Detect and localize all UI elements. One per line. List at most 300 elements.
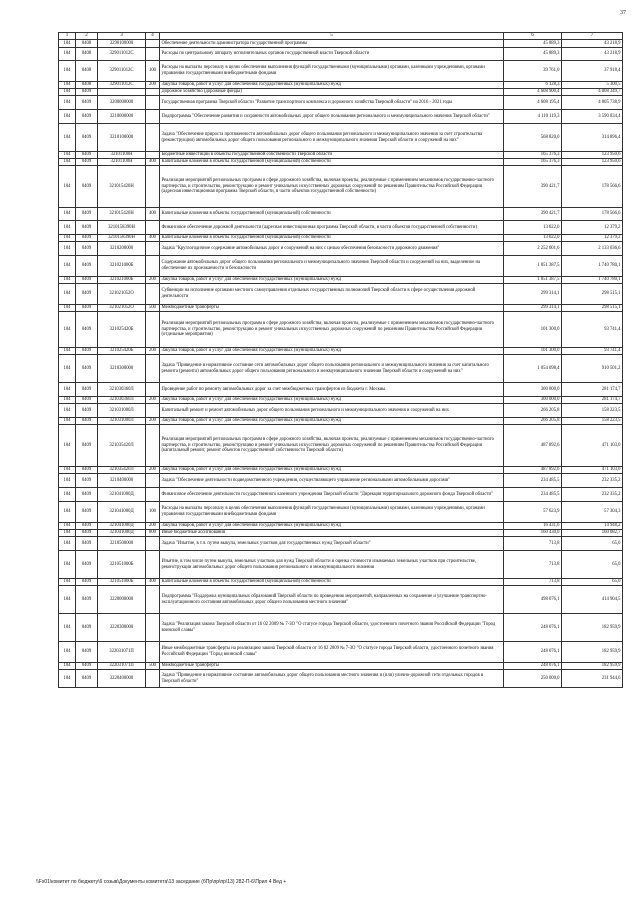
table-row <box>59 586 623 614</box>
table-row <box>59 397 623 404</box>
section-code-cell: 0409 <box>76 305 98 312</box>
section-code-cell: 0409 <box>76 474 98 488</box>
section-code-cell: 0409 <box>76 530 98 537</box>
section-code-cell: 0409 <box>76 551 98 579</box>
expense-type-cell <box>146 425 160 467</box>
planned-amount-cell: 160 430,0 <box>504 530 562 537</box>
section-code-cell: 0409 <box>76 663 98 670</box>
executed-amount-cell: 12 379,2 <box>562 221 623 235</box>
executed-amount-cell: 471 103,0 <box>562 467 623 474</box>
planned-amount-cell: 165 376,3 <box>504 152 562 159</box>
section-code-cell: 0409 <box>76 502 98 523</box>
target-article-cell: 322031071П <box>98 642 146 663</box>
executed-amount-cell: 4 008 349,7 <box>562 89 623 96</box>
section-code-cell: 0409 <box>76 159 98 166</box>
table-row <box>59 96 623 110</box>
expense-type-cell: 200 <box>146 397 160 404</box>
table-row <box>59 488 623 502</box>
description-cell: Задача "Изъятие, в т.ч. путем выкупа, земельных участков для государственных нужд Тверской области" <box>160 537 504 551</box>
planned-amount-cell: 299 314,1 <box>504 305 562 312</box>
ministry-code-cell: 104 <box>59 82 76 89</box>
planned-amount-cell: 487 892,6 <box>504 467 562 474</box>
description-cell: Задача "Обеспечение деятельности подведомственного учреждения, осуществляющего управление региональными автомобильными дорогами" <box>160 474 504 488</box>
target-article-cell: 321021000Б <box>98 277 146 284</box>
table-row <box>59 355 623 383</box>
ministry-code-cell: 104 <box>59 221 76 235</box>
ministry-code-cell: 104 <box>59 579 76 586</box>
table-row <box>59 152 623 159</box>
section-code-cell: 0409 <box>76 488 98 502</box>
target-article-cell: 3220400000 <box>98 670 146 688</box>
description-cell: Реализация мероприятий региональных программ в сфере дорожного хозяйства, включая проекты, реализуемые с применением механизмов государственно-частного партнерства, и строительство, реконструкцию и ремонт уникальных искусственных дорожных сооружений по решениям Правительства Российской Федерации (отдельные мероприятия) <box>160 312 504 348</box>
planned-amount-cell: 266 205,8 <box>504 404 562 418</box>
expense-type-cell <box>146 40 160 48</box>
ministry-code-cell: 104 <box>59 404 76 418</box>
expense-type-cell: 100 <box>146 502 160 523</box>
target-article-cell: 321021052О <box>98 284 146 305</box>
target-article-cell: 321051000Б <box>98 579 146 586</box>
column-number-header: 5 <box>160 33 504 40</box>
budget-table <box>58 32 623 688</box>
section-code-cell: 0409 <box>76 110 98 124</box>
description-cell: Иные бюджетные ассигнования <box>160 530 504 537</box>
ministry-code-cell: 104 <box>59 256 76 277</box>
table-row <box>59 642 623 663</box>
table-row <box>59 305 623 312</box>
description-cell: Капитальный ремонт и ремонт автомобильных дорог общего пользования регионального и межмуниципального значения и сооружений на них <box>160 404 504 418</box>
description-cell: Капитальные вложения в объекты государственной (муниципальной) собственности <box>160 159 504 166</box>
target-article-cell: 32101100Н <box>98 152 146 159</box>
planned-amount-cell: 1 851 387,5 <box>504 277 562 284</box>
executed-amount-cell: 182 959,9 <box>562 642 623 663</box>
description-cell: Финансовое обеспечение дорожной деятельности (адресная инвестиционная программа Тверской области, в части объектов государственной собственности) <box>160 221 504 235</box>
expense-type-cell <box>146 586 160 614</box>
table-row <box>59 277 623 284</box>
target-article-cell: 321041000Д <box>98 530 146 537</box>
table-row <box>59 404 623 418</box>
expense-type-cell: 400 <box>146 235 160 242</box>
planned-amount-cell: 13 022,0 <box>504 221 562 235</box>
planned-amount-cell: 165 376,3 <box>504 159 562 166</box>
planned-amount-cell: 248 076,1 <box>504 642 562 663</box>
section-code-cell: 0409 <box>76 586 98 614</box>
target-article-cell: 3210300000 <box>98 355 146 383</box>
executed-amount-cell: 43 218,9 <box>562 40 623 48</box>
planned-amount-cell: 45 889,3 <box>504 48 562 61</box>
expense-type-cell <box>146 256 160 277</box>
ministry-code-cell: 104 <box>59 474 76 488</box>
planned-amount-cell: 390 421,7 <box>504 166 562 208</box>
table-row <box>59 474 623 488</box>
planned-amount-cell: 4 608 195,4 <box>504 96 562 110</box>
column-number-header: 3 <box>98 33 146 40</box>
expense-type-cell <box>146 537 160 551</box>
target-article-cell: 321035420Л <box>98 425 146 467</box>
planned-amount-cell: 568 820,0 <box>504 124 562 152</box>
expense-type-cell: 800 <box>146 530 160 537</box>
ministry-code-cell: 104 <box>59 110 76 124</box>
planned-amount-cell: 498 076,1 <box>504 586 562 614</box>
target-article-cell: 321015420Н <box>98 166 146 208</box>
section-code-cell: 0409 <box>76 312 98 348</box>
planned-amount-cell: 487 892,6 <box>504 425 562 467</box>
ministry-code-cell: 104 <box>59 48 76 61</box>
executed-amount-cell: 314 896,4 <box>562 124 623 152</box>
executed-amount-cell: 160 082,7 <box>562 530 623 537</box>
expense-type-cell: 200 <box>146 277 160 284</box>
table-row <box>59 579 623 586</box>
ministry-code-cell: 104 <box>59 397 76 404</box>
target-article-cell: 329011012С <box>98 82 146 89</box>
ministry-code-cell: 104 <box>59 284 76 305</box>
ministry-code-cell: 104 <box>59 355 76 383</box>
expense-type-cell <box>146 110 160 124</box>
description-cell: Капитальные вложения в объекты государственной (муниципальной) собственности <box>160 235 504 242</box>
planned-amount-cell: 2 252 001,6 <box>504 242 562 256</box>
executed-amount-cell: 910 501,2 <box>562 355 623 383</box>
section-code-cell: 0408 <box>76 40 98 48</box>
planned-amount-cell: 45 889,3 <box>504 40 562 48</box>
section-code-cell: 0409 <box>76 642 98 663</box>
executed-amount-cell: 1 740 780,1 <box>562 256 623 277</box>
ministry-code-cell: 104 <box>59 425 76 467</box>
ministry-code-cell: 104 <box>59 663 76 670</box>
ministry-code-cell: 104 <box>59 159 76 166</box>
ministry-code-cell: 104 <box>59 124 76 152</box>
executed-amount-cell: 281 174,7 <box>562 397 623 404</box>
executed-amount-cell: 158 223,5 <box>562 404 623 418</box>
executed-amount-cell: 4 005 738,9 <box>562 96 623 110</box>
executed-amount-cell: 93 741,4 <box>562 348 623 355</box>
planned-amount-cell: 39 761,0 <box>504 61 562 82</box>
executed-amount-cell: 232 335,2 <box>562 474 623 488</box>
executed-amount-cell: 182 959,9 <box>562 663 623 670</box>
description-cell: Реализация мероприятий региональных программ в сфере дорожного хозяйства, включая проекты, реализуемые с применением механизмов государственно-частного партнерства, и строительство, реконструкцию и ремонт уникальных искусственных дорожных сооружений по решениям Правительства Российской Федерации (адресная инвестиционная программа Тверской области, в части объектов государственной собственности) <box>160 166 504 208</box>
description-cell: Содержание автомобильных дорог общего пользования регионального и межмуниципального значения Тверской области и сооружений на них, выделенное на обеспечение их проезжаемости и безопасности <box>160 256 504 277</box>
description-cell: Подпрограмма "Обеспечение развития и сохранности автомобильных дорог общего пользования регионального и межмуниципального значения Тверской области" <box>160 110 504 124</box>
expense-type-cell <box>146 642 160 663</box>
executed-amount-cell: 65,0 <box>562 579 623 586</box>
table-row <box>59 312 623 348</box>
planned-amount-cell: 6 128,3 <box>504 82 562 89</box>
expense-type-cell <box>146 166 160 208</box>
description-cell: Межбюджетные трансферты <box>160 663 504 670</box>
description-cell: Изъятие, в том числе путем выкупа, земельных участков для нужд Тверской области и оценка стоимости изымаемых земельных участков при строительстве, реконструкции автомобильных дорог общего пользования регионального и межмуниципального значения <box>160 551 504 579</box>
planned-amount-cell: 713,8 <box>504 551 562 579</box>
target-article-cell: 3210200000 <box>98 242 146 256</box>
description-cell: Реализация мероприятий региональных программ в сфере дорожного хозяйства, включая проекты, реализуемые с применением механизмов государственно-частного партнерства, и строительство, реконструкцию и ремонт уникальных искусственных дорожных сооружений по решениям Правительства Российской Федерации (капитальный ремонт, ремонт объектов государственной собственности Тверской области) <box>160 425 504 467</box>
table-header-row <box>59 33 623 40</box>
description-cell: Задача "Реализация закона Тверской области от 16 02 2009 № 7-ЗО "О статусе города Тверской области, удостоенного почетного звания Российской Федерации "Город воинской славы" <box>160 614 504 642</box>
section-code-cell: 0409 <box>76 152 98 159</box>
target-article-cell: 3210000000 <box>98 110 146 124</box>
planned-amount-cell: 1 851 387,5 <box>504 256 562 277</box>
executed-amount-cell: 65,0 <box>562 537 623 551</box>
section-code-cell: 0409 <box>76 208 98 221</box>
table-row <box>59 467 623 474</box>
section-code-cell: 0408 <box>76 48 98 61</box>
table-row <box>59 523 623 530</box>
target-article-cell: 321015420Н <box>98 208 146 221</box>
expense-type-cell: 500 <box>146 305 160 312</box>
table-row <box>59 425 623 467</box>
ministry-code-cell: 104 <box>59 614 76 642</box>
description-cell: Задача "Приведение в нормативное состояние сети автомобильных дорог общего пользования регионального и межмуниципального значения за счет капитального ремонта (ремонта) автомобильных дорог общего пользования регионального и межмуниципального значения Тверской области и сооружений на них" <box>160 355 504 383</box>
target-article-cell: 321021000Б <box>98 256 146 277</box>
target-article-cell: 321030360Л <box>98 397 146 404</box>
target-article-cell: 3210100000 <box>98 124 146 152</box>
planned-amount-cell: 57 623,9 <box>504 502 562 523</box>
planned-amount-cell: 101 300,0 <box>504 348 562 355</box>
executed-amount-cell: 298 515,1 <box>562 305 623 312</box>
description-cell: Закупка товаров, работ и услуг для обеспечения государственных (муниципальных) нужд <box>160 277 504 284</box>
executed-amount-cell: 1 740 780,1 <box>562 277 623 284</box>
description-cell: Субвенции на исполнение органами местного самоуправления отдельных государственных полномочий Тверской области в сфере осуществления дорожной деятельности <box>160 284 504 305</box>
planned-amount-cell: 250 000,0 <box>504 670 562 688</box>
ministry-code-cell: 104 <box>59 89 76 96</box>
description-cell: Иные межбюджетные трансферты на реализацию закона Тверской области от 16 02 2009 № 7-ЗО "О статусе города Тверской области, удостоенного почетного звания Российской Федерации "Город воинской славы" <box>160 642 504 663</box>
section-code-cell: 0409 <box>76 383 98 397</box>
description-cell: Закупка товаров, работ и услуг для обеспечения государственных (муниципальных) нужд <box>160 82 504 89</box>
ministry-code-cell: 104 <box>59 530 76 537</box>
expense-type-cell <box>146 242 160 256</box>
table-row <box>59 383 623 397</box>
table-row <box>59 166 623 208</box>
expense-type-cell <box>146 404 160 418</box>
table-row <box>59 530 623 537</box>
planned-amount-cell: 713,8 <box>504 537 562 551</box>
ministry-code-cell: 104 <box>59 537 76 551</box>
description-cell: Задача "Круглогодичное содержание автомобильных дорог и сооружений на них с целью обеспечения безопасности дорожного движения" <box>160 242 504 256</box>
expense-type-cell <box>146 284 160 305</box>
expense-type-cell <box>146 488 160 502</box>
ministry-code-cell: 104 <box>59 152 76 159</box>
ministry-code-cell: 104 <box>59 502 76 523</box>
target-article-cell: 321021052О <box>98 305 146 312</box>
section-code-cell: 0409 <box>76 537 98 551</box>
expense-type-cell <box>146 152 160 159</box>
expense-type-cell: 200 <box>146 467 160 474</box>
executed-amount-cell: 3 590 834,4 <box>562 110 623 124</box>
ministry-code-cell: 104 <box>59 418 76 425</box>
executed-amount-cell: 178 566,6 <box>562 166 623 208</box>
section-code-cell: 0409 <box>76 96 98 110</box>
section-code-cell: 0409 <box>76 355 98 383</box>
target-article-cell: 321025420Б <box>98 348 146 355</box>
executed-amount-cell: 178 566,6 <box>562 208 623 221</box>
ministry-code-cell: 104 <box>59 40 76 48</box>
target-article-cell: 321025420Б <box>98 312 146 348</box>
planned-amount-cell: 299 314,1 <box>504 284 562 305</box>
ministry-code-cell: 104 <box>59 348 76 355</box>
description-cell: Закупка товаров, работ и услуг для обеспечения государственных (муниципальных) нужд <box>160 523 504 530</box>
target-article-cell: 321041000Д <box>98 488 146 502</box>
ministry-code-cell: 104 <box>59 586 76 614</box>
executed-amount-cell: 232 335,2 <box>562 488 623 502</box>
executed-amount-cell: 471 103,0 <box>562 425 623 467</box>
table-row <box>59 159 623 166</box>
table-row <box>59 551 623 579</box>
executed-amount-cell: 12 379,2 <box>562 235 623 242</box>
ministry-code-cell: 104 <box>59 312 76 348</box>
section-code-cell: 0409 <box>76 124 98 152</box>
section-code-cell: 0409 <box>76 242 98 256</box>
ministry-code-cell: 104 <box>59 670 76 688</box>
planned-amount-cell: 713,8 <box>504 579 562 586</box>
column-number-header: 7 <box>562 33 623 40</box>
expense-type-cell <box>146 312 160 348</box>
target-article-cell: 3290100000 <box>98 40 146 48</box>
expense-type-cell <box>146 96 160 110</box>
ministry-code-cell: 104 <box>59 61 76 82</box>
description-cell: Расходы по центральному аппарату исполнительных органов государственной власти Тверской области <box>160 48 504 61</box>
planned-amount-cell: 4 110 119,3 <box>504 110 562 124</box>
expense-type-cell <box>146 221 160 235</box>
section-code-cell: 0408 <box>76 82 98 89</box>
section-code-cell: 0409 <box>76 89 98 96</box>
ministry-code-cell: 104 <box>59 235 76 242</box>
description-cell: Проведение работ по ремонту автомобильных дорог за счет межбюджетных трансфертов из бюджета г. Москвы <box>160 383 504 397</box>
description-cell: Расходы на выплаты персоналу в целях обеспечения выполнения функций государственными (муниципальными) органами, казенными учреждениями, органами управления государственными внебюджетными фондами <box>160 61 504 82</box>
executed-amount-cell: 182 959,9 <box>562 614 623 642</box>
table-row <box>59 40 623 48</box>
page-number: 37 <box>620 10 626 16</box>
expense-type-cell <box>146 124 160 152</box>
ministry-code-cell: 104 <box>59 96 76 110</box>
expense-type-cell: 200 <box>146 523 160 530</box>
target-article-cell <box>98 89 146 96</box>
ministry-code-cell: 104 <box>59 551 76 579</box>
executed-amount-cell: 231 944,6 <box>562 670 623 688</box>
target-article-cell: 322031071П <box>98 663 146 670</box>
planned-amount-cell: 16 431,6 <box>504 523 562 530</box>
section-code-cell: 0409 <box>76 523 98 530</box>
executed-amount-cell: 281 174,7 <box>562 383 623 397</box>
description-cell: Государственная программа Тверской области "Развитие транспортного комплекса и дорожного хозяйства Тверской области" на 2016 - 2021 годы <box>160 96 504 110</box>
expense-type-cell <box>146 474 160 488</box>
ministry-code-cell: 104 <box>59 208 76 221</box>
planned-amount-cell: 13 022,0 <box>504 235 562 242</box>
table-row <box>59 208 623 221</box>
table-row <box>59 124 623 152</box>
executed-amount-cell: 37 918,4 <box>562 61 623 82</box>
section-code-cell: 0409 <box>76 166 98 208</box>
section-code-cell: 0409 <box>76 670 98 688</box>
table-row <box>59 537 623 551</box>
expense-type-cell: 200 <box>146 82 160 89</box>
ministry-code-cell: 104 <box>59 305 76 312</box>
table-row <box>59 82 623 89</box>
target-article-cell: 3200000000 <box>98 96 146 110</box>
description-cell: Обеспечение деятельности администратора государственной программы <box>160 40 504 48</box>
target-article-cell: 3210158390Н <box>98 221 146 235</box>
column-number-header: 6 <box>504 33 562 40</box>
expense-type-cell: 500 <box>146 663 160 670</box>
expense-type-cell <box>146 670 160 688</box>
section-code-cell: 0409 <box>76 467 98 474</box>
section-code-cell: 0409 <box>76 404 98 418</box>
executed-amount-cell: 93 741,4 <box>562 312 623 348</box>
expense-type-cell <box>146 551 160 579</box>
table-row <box>59 235 623 242</box>
section-code-cell: 0409 <box>76 284 98 305</box>
section-code-cell: 0409 <box>76 221 98 235</box>
table-row <box>59 348 623 355</box>
expense-type-cell <box>146 614 160 642</box>
description-cell: Задача "Обеспечение прироста протяженности автомобильных дорог общего пользования регионального и межмуниципального значения за счет строительства (реконструкции) автомобильных дорог общего пользования регионального и межмуниципального значения Тверской области и сооружений на них" <box>160 124 504 152</box>
description-cell: Капитальные вложения в объекты государственной (муниципальной) собственности <box>160 579 504 586</box>
section-code-cell: 0409 <box>76 256 98 277</box>
expense-type-cell: 100 <box>146 61 160 82</box>
section-code-cell: 0409 <box>76 614 98 642</box>
table-row <box>59 418 623 425</box>
column-number-header: 1 <box>59 33 76 40</box>
ministry-code-cell: 104 <box>59 383 76 397</box>
ministry-code-cell: 104 <box>59 642 76 663</box>
expense-type-cell <box>146 48 160 61</box>
table-row <box>59 502 623 523</box>
table-row <box>59 670 623 688</box>
file-path-footer: \\Fs01\комитет по бюджету\6 созыв\Документы комитета\13 заседание (бПр\пр\пр\13) 282-П-6\Прил 4 Вед + <box>36 879 287 885</box>
target-article-cell: 321051000Б <box>98 551 146 579</box>
table-row <box>59 221 623 235</box>
ministry-code-cell: 104 <box>59 242 76 256</box>
planned-amount-cell: 300 000,0 <box>504 383 562 397</box>
section-code-cell: 0409 <box>76 579 98 586</box>
ministry-code-cell: 104 <box>59 467 76 474</box>
section-code-cell: 0409 <box>76 418 98 425</box>
description-cell: Подпрограмма "Поддержка муниципальных образований Тверской области по проведению мероприятий, направленных на сохранение и улучшение транспортно-эксплуатационного состояния автомобильных дорог общего пользования местного значения" <box>160 586 504 614</box>
executed-amount-cell: 43 218,9 <box>562 48 623 61</box>
target-article-cell: 329011012С <box>98 61 146 82</box>
planned-amount-cell: 248 076,1 <box>504 614 562 642</box>
table-row <box>59 663 623 670</box>
ministry-code-cell: 104 <box>59 166 76 208</box>
section-code-cell: 0409 <box>76 425 98 467</box>
executed-amount-cell: 414 904,5 <box>562 586 623 614</box>
target-article-cell: 3210500000 <box>98 537 146 551</box>
executed-amount-cell: 5 300,5 <box>562 82 623 89</box>
description-cell: Закупка товаров, работ и услуг для обеспечения государственных (муниципальных) нужд <box>160 467 504 474</box>
expense-type-cell <box>146 383 160 397</box>
table-row <box>59 89 623 96</box>
description-cell: Дорожное хозяйство (дорожные фонды) <box>160 89 504 96</box>
table-row <box>59 284 623 305</box>
executed-amount-cell: 298 515,1 <box>562 284 623 305</box>
executed-amount-cell: 2 133 036,6 <box>562 242 623 256</box>
expense-type-cell: 200 <box>146 418 160 425</box>
executed-amount-cell: 14 948,2 <box>562 523 623 530</box>
table-row <box>59 256 623 277</box>
planned-amount-cell: 390 421,7 <box>504 208 562 221</box>
target-article-cell: 3210158390Н <box>98 235 146 242</box>
ministry-code-cell: 104 <box>59 277 76 284</box>
planned-amount-cell: 234 485,5 <box>504 474 562 488</box>
executed-amount-cell: 158 223,5 <box>562 418 623 425</box>
description-cell: Закупка товаров, работ и услуг для обеспечения государственных (муниципальных) нужд <box>160 397 504 404</box>
expense-type-cell: 400 <box>146 579 160 586</box>
planned-amount-cell: 300 000,0 <box>504 397 562 404</box>
table-row <box>59 61 623 82</box>
expense-type-cell <box>146 89 160 96</box>
planned-amount-cell: 4 608 900,4 <box>504 89 562 96</box>
section-code-cell: 0409 <box>76 235 98 242</box>
target-article-cell: 329011012С <box>98 48 146 61</box>
description-cell: Закупка товаров, работ и услуг для обеспечения государственных (муниципальных) нужд <box>160 418 504 425</box>
section-code-cell: 0409 <box>76 348 98 355</box>
executed-amount-cell: 65,0 <box>562 551 623 579</box>
section-code-cell: 0408 <box>76 61 98 82</box>
